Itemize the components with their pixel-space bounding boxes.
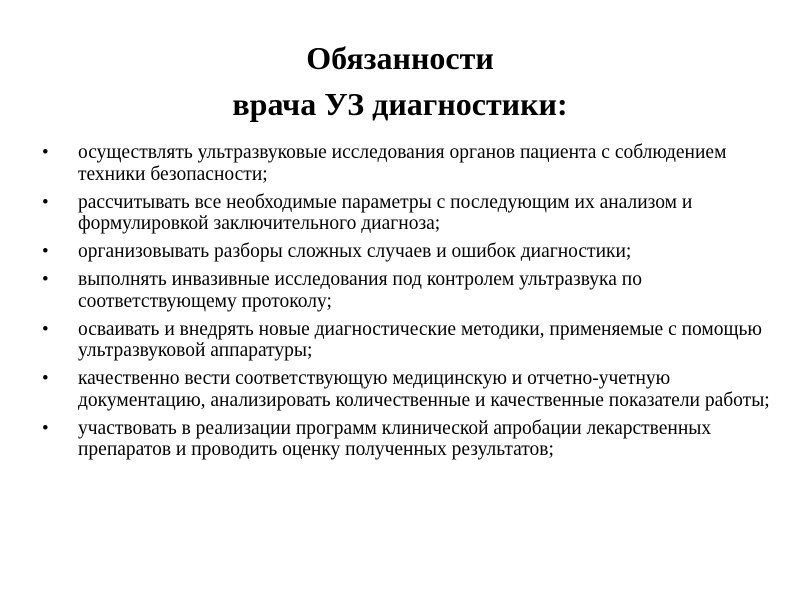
bullet-icon: •	[42, 142, 49, 163]
bullet-icon: •	[42, 269, 49, 290]
duty-text: качественно вести соответствующую медицинскую и отчетно-учетную документацию, анализировать количественные и качественные показатели работы;	[78, 368, 770, 411]
duty-item	[40, 192, 780, 235]
duty-text: осуществлять ультразвуковые исследования органов пациента с соблюдением техники безопасности;	[78, 142, 727, 185]
bullet-icon: •	[42, 241, 49, 262]
bullet-icon: •	[42, 417, 49, 439]
duty-item	[40, 241, 780, 263]
duties-list	[40, 142, 780, 467]
title-line-2: врача УЗ диагностики:	[232, 86, 568, 122]
title-line-1: Обязанности	[306, 40, 494, 76]
duty-text: выполнять инвазивные исследования под контролем ультразвука по соответствующему протоколу;	[78, 269, 642, 312]
duty-text: рассчитывать все необходимые параметры с последующим их анализом и формулировкой заключительного диагноза;	[78, 191, 693, 234]
duty-item	[40, 319, 780, 362]
duty-text: осваивать и внедрять новые диагностические методики, применяемые с помощью ультразвуковой аппаратуры;	[78, 318, 762, 361]
duty-item	[40, 142, 780, 185]
bullet-icon: •	[42, 368, 49, 389]
bullet-icon: •	[42, 191, 49, 213]
bullet-icon: •	[42, 318, 49, 340]
slide-title	[0, 35, 800, 127]
duty-text: участвовать в реализации программ клинической апробации лекарственных препаратов и проводить оценку полученных результатов;	[78, 417, 712, 460]
duty-item	[40, 418, 780, 461]
duty-text: организовывать разборы сложных случаев и ошибок диагностики;	[78, 241, 632, 262]
duty-item	[40, 368, 780, 411]
duty-item	[40, 269, 780, 312]
